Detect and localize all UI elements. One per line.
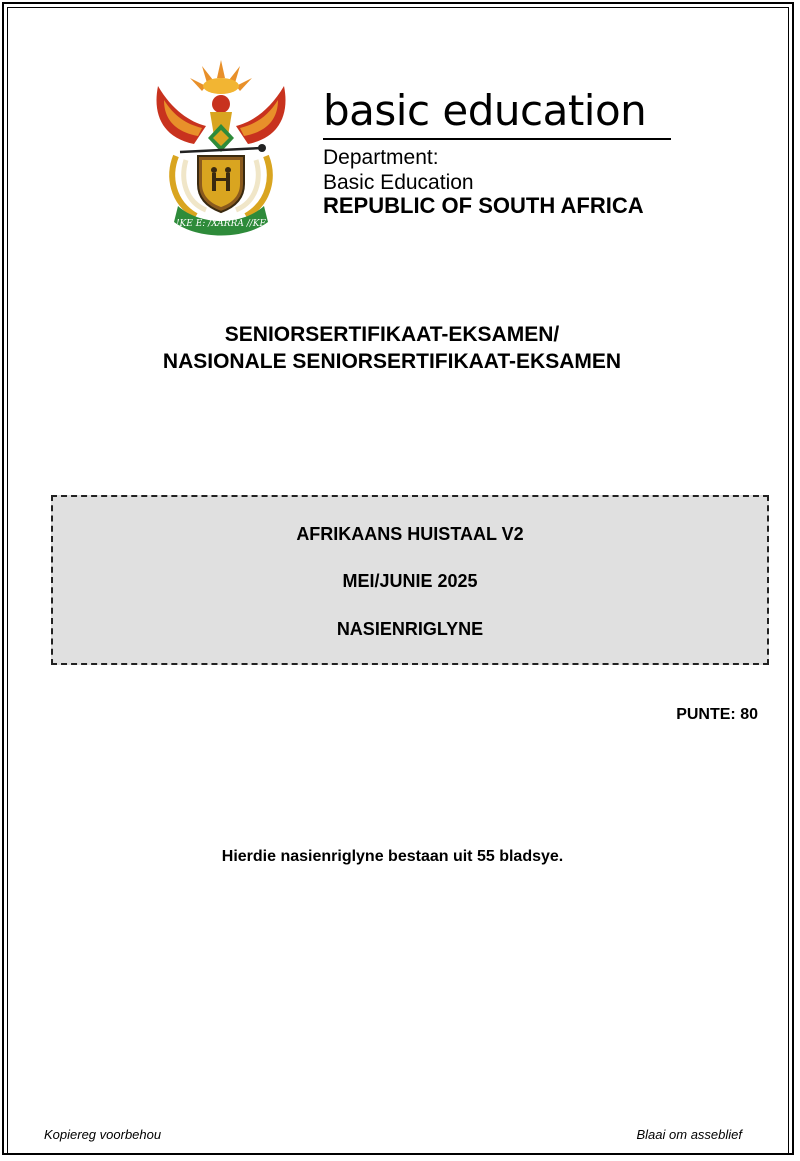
country-name: REPUBLIC OF SOUTH AFRICA [323, 193, 644, 218]
total-marks: PUNTE: 80 [676, 706, 758, 723]
exam-session: MEI/JUNIE 2025 [342, 571, 478, 591]
department-label: Department: [323, 146, 439, 169]
exam-title-line-2: NASIONALE SENIORSERTIFIKAAT-EKSAMEN [162, 350, 622, 373]
document-type: NASIENRIGLYNE [336, 619, 484, 639]
page-count-note: Hierdie nasienriglyne bestaan uit 55 bladsye. [221, 848, 564, 865]
brand-title: basic education [323, 86, 647, 135]
crest-motto: !KE E: /XARRA //KE [175, 219, 267, 229]
department-branding [323, 86, 673, 218]
subject-name: AFRIKAANS HUISTAAL V2 [296, 524, 524, 544]
copyright-footer: Kopiereg voorbehou [44, 1127, 162, 1142]
department-name: Basic Education [323, 171, 474, 194]
brand-divider [323, 138, 671, 140]
coat-of-arms-logo [150, 56, 292, 238]
subject-box [51, 495, 769, 665]
exam-title-line-1: SENIORSERTIFIKAAT-EKSAMEN/ [224, 323, 560, 346]
turn-over-footer: Blaai om asseblief [636, 1127, 742, 1142]
